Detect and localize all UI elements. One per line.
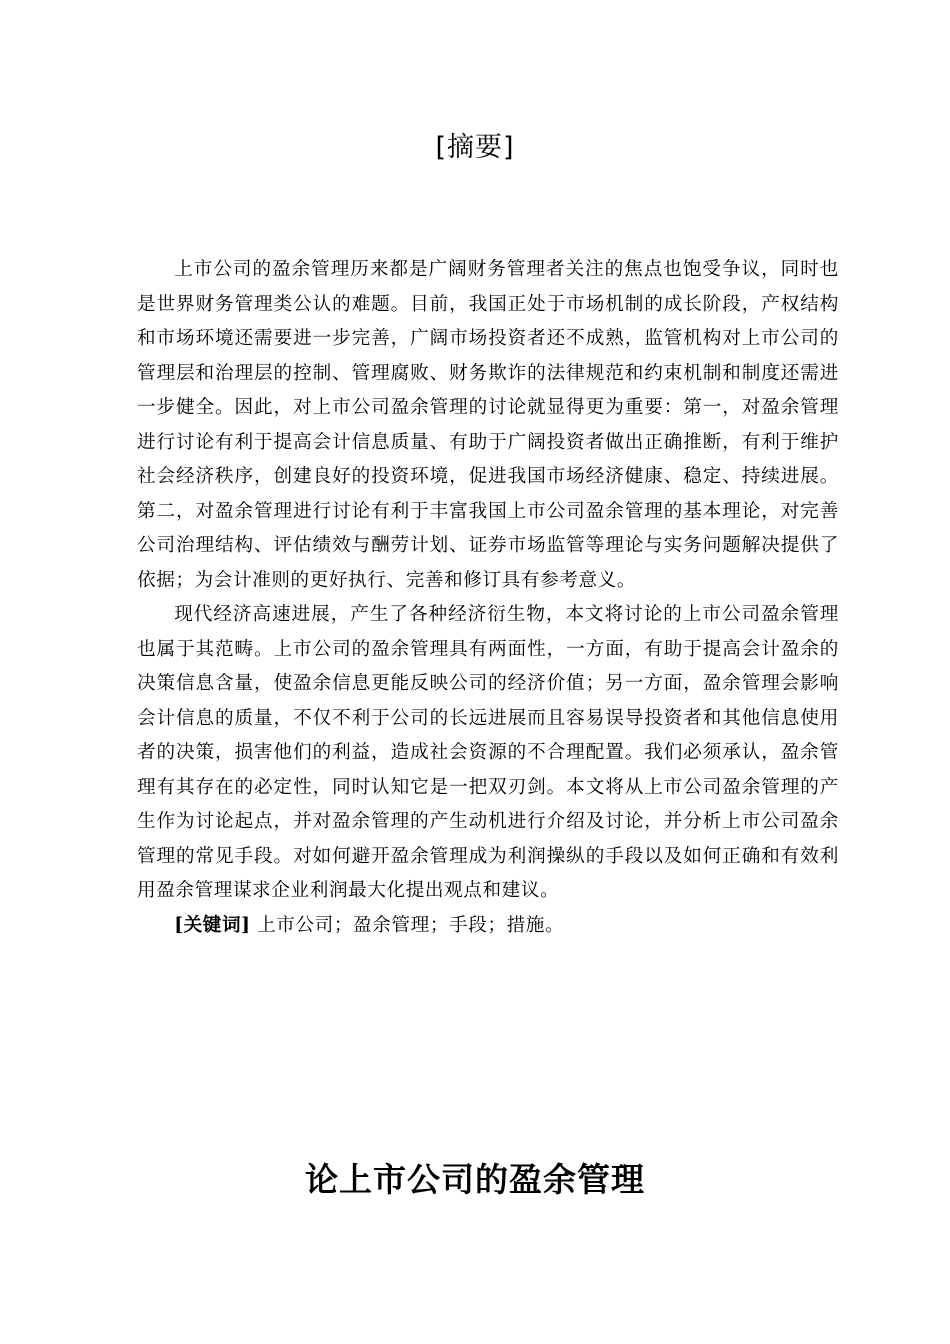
abstract-heading: [摘要] — [435, 132, 515, 163]
abstract-body — [137, 253, 839, 943]
keywords-label: [关键词] — [174, 914, 251, 936]
abstract-paragraph-2: 现代经济高速进展，产生了各种经济衍生物，本文将讨论的上市公司盈余管理也属于其范畴。上市公司的盈余管理具有两面性，一方面，有助于提高会计盈余的决策信息含量，使盈余信息更能反映公司的经济价值；另一方面，盈余管理会影响会计信息的质量，不仅不利于公司的长远进展而且容易误导投资者和其他信息使用者的决策，损害他们的利益，造成社会资源的不合理配置。我们必须承认，盈余管理有其存在的必定性，同时认知它是一把双刃剑。本文将从上市公司盈余管理的产生作为讨论起点，并对盈余管理的产生动机进行介绍及讨论，并分析上市公司盈余管理的常见手段。对如何避开盈余管理成为利润操纵的手段以及如何正确和有效利用盈余管理谋求企业利润最大化提出观点和建议。 — [137, 604, 839, 901]
abstract-paragraph-1: 上市公司的盈余管理历来都是广阔财务管理者关注的焦点也饱受争议，同时也是世界财务管理类公认的难题。目前，我国正处于市场机制的成长阶段，产权结构和市场环境还需要进一步完善，广阔市场投资者还不成熟，监管机构对上市公司的管理层和治理层的控制、管理腐败、财务欺诈的法律规范和约束机制和制度还需进一步健全。因此，对上市公司盈余管理的讨论就显得更为重要：第一，对盈余管理进行讨论有利于提高会计信息质量、有助于广阔投资者做出正确推断，有利于维护社会经济秩序，创建良好的投资环境，促进我国市场经济健康、稳定、持续进展。第二，对盈余管理进行讨论有利于丰富我国上市公司盈余管理的基本理论，对完善公司治理结构、评估绩效与酬劳计划、证券市场监管等理论与实务问题解决提供了依据；为会计准则的更好执行、完善和修订具有参考意义。 — [137, 259, 839, 591]
article-title: 论上市公司的盈余管理 — [305, 1160, 645, 1199]
keywords-text: 上市公司；盈余管理；手段；措施。 — [250, 914, 565, 936]
keywords-line — [137, 909, 839, 944]
